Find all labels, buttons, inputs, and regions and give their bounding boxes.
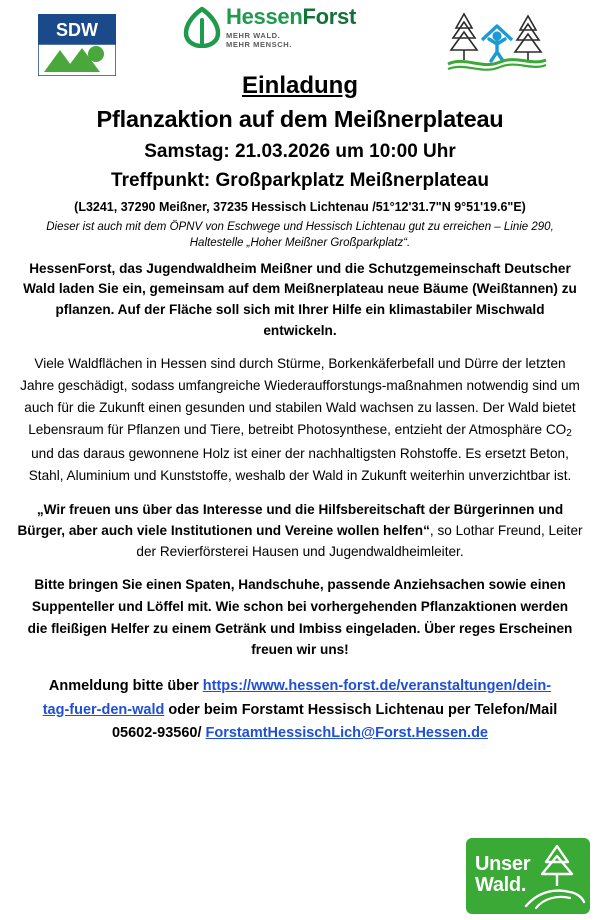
hessenforst-name: HessenForst [226,4,356,29]
registration-middle: oder beim Forstamt Hessisch Lichtenau per Telefon/Mail 05602-93560/ [111,701,558,742]
body-paragraph-part1: Viele Waldflächen in Hessen sind durch Stürme, Borkenkäferbefall und Dürre der letzten Jahre geschädigt, sodass umfangreiche Wiederaufforstungs-maßnahmen notwendig sind um auch für die Zukunft einen gesunden und stabilen Wald wachsen zu lassen. Der Wald bietet Lebensraum für Pflanzen und Tiere, betreibt Photosynthese, entzieht der Atmosphäre CO [20,356,580,438]
jugendwaldheim-icon [442,6,552,72]
registration-url-link[interactable]: https://www.hessen-forst.de/veranstaltungen/dein-tag-fuer-den-wald [42,678,552,718]
quote-paragraph [14,499,586,562]
sdw-logo [38,14,116,76]
hessenforst-claim-line2: MEHR MENSCH. [226,40,292,50]
hessenforst-wordmark [226,6,356,50]
sdw-logo-icon [38,14,116,76]
hessenforst-claim [226,31,356,50]
registration-email-link[interactable]: ForstamtHessischLich@Forst.Hessen.de [205,725,488,742]
unser-wald-logo [466,838,590,914]
page-title-einladung: Einladung [242,72,358,99]
registration-prefix: Anmeldung bitte über [48,678,203,695]
registration-paragraph [14,675,586,745]
page-title-main: Pflanzaktion auf dem Meißnerplateau [96,106,504,132]
bring-items-paragraph: Bitte bringen Sie einen Spaten, Handschuhe, passende Anziehsachen sowie einen Suppenteller und Löffel mit. Wie schon bei vorhergehenden Pflanzaktionen werden die fleißigen Helfer zu einem Getränk und Imbiss eingeladen. Über reges Erscheinen freuen wir uns! [27,577,573,658]
intro-paragraph: HessenForst, das Jugendwaldheim Meißner und die Schutzgemeinschaft Deutscher Wald laden Sie ein, gemeinsam auf dem Meißnerplateau neue Bäume (Weißtannen) zu pflanzen. Auf der Fläche soll sich mit Ihrer Hilfe ein klimastabiler Mischwald entwickeln. [23,260,577,338]
event-meeting-point: Treffpunkt: Großparkplatz Meißnerplateau [111,170,489,191]
hessenforst-claim-line1: MEHR WALD. [226,31,281,40]
body-paragraph [14,353,586,487]
event-public-transport-note: Dieser ist auch mit dem ÖPNV von Eschwege und Hessisch Lichtenau gut zu erreichen – Linie 290, Haltestelle „Hoher Meißner Großparkplatz“. [46,221,554,250]
unser-wald-hand-icon [524,882,586,912]
unser-wald-wordmark [475,854,530,895]
jugendwaldheim-logo [442,6,552,72]
quote-attribution: , so Lothar Freund, Leiter der Revierförsterei Hausen und Jugendwaldheimleiter. [136,522,583,559]
header-logos [14,0,586,70]
unser-wald-line1: Unser [475,853,531,875]
event-coordinates: (L3241, 37290 Meißner, 37235 Hessisch Lichtenau /51°12'31.7"N 9°51'19.6"E) [74,200,526,214]
hessenforst-tree-icon [182,6,222,48]
co2-subscript: 2 [566,428,572,440]
svg-text:SDW: SDW [56,20,98,40]
hessenforst-logo [182,6,378,54]
body-paragraph-part2: und das daraus gewonnene Holz ist einer der nachhaltigsten Rohstoffe. Es ersetzt Beton, Stahl, Aluminium und Kunststoffe, weshalb der Wald in Zukunft weiterhin unverzichtbar ist. [28,445,572,483]
unser-wald-line2: Wald. [475,873,527,896]
event-date: Samstag: 21.03.2026 um 10:00 Uhr [144,141,456,162]
quote-text: „Wir freuen uns über das Interesse und die Hilfsbereitschaft der Bürgerinnen und Bürger, aber auch viele Institutionen und Vereine wollen helfen“ [17,501,564,538]
